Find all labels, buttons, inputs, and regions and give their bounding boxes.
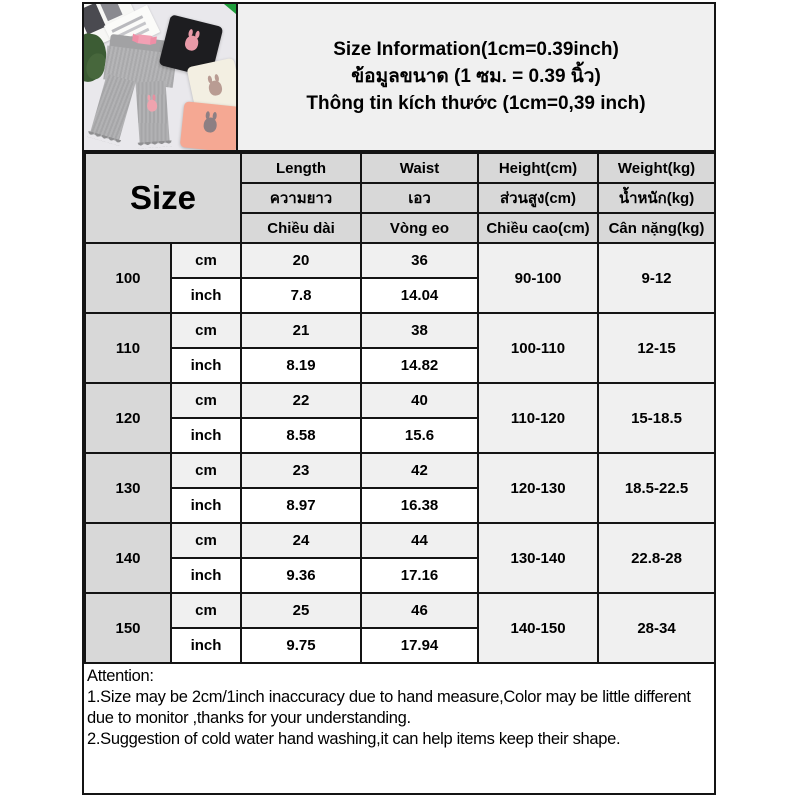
length-inch-150: 9.75 [241,628,361,663]
attention-heading: Attention: [87,667,154,685]
size-130: 130 [85,453,171,523]
col-height-vi: Chiều cao(cm) [478,213,598,243]
length-inch-140: 9.36 [241,558,361,593]
waist-cm-110: 38 [361,313,478,348]
weight-130: 18.5-22.5 [598,453,715,523]
unit-inch: inch [171,348,241,383]
rabbit-patch [147,99,158,112]
col-waist-en: Waist [361,153,478,183]
leaf-corner [224,4,236,14]
waist-cm-150: 46 [361,593,478,628]
size-150: 150 [85,593,171,663]
height-110: 100-110 [478,313,598,383]
ruffle-hem [138,140,172,148]
height-120: 110-120 [478,383,598,453]
pink-bow [136,34,153,45]
attention-note-1: 1.Size may be 2cm/1inch inaccuracy due to hand measure,Color may be little different due to monitor ,thanks for your understanding. [87,688,691,727]
unit-inch: inch [171,278,241,313]
unit-inch: inch [171,628,241,663]
col-weight-th: น้ำหนัก(kg) [598,183,715,213]
weight-120: 15-18.5 [598,383,715,453]
col-weight-vi: Cân nặng(kg) [598,213,715,243]
length-inch-110: 8.19 [241,348,361,383]
waist-inch-120: 15.6 [361,418,478,453]
unit-cm: cm [171,593,241,628]
top-section [84,4,714,152]
col-length-en: Length [241,153,361,183]
pants-left-leg [90,74,136,142]
rabbit-embroidery [207,79,223,96]
product-photo [84,4,238,150]
col-weight-en: Weight(kg) [598,153,715,183]
folded-pants-peach [180,101,238,150]
title-vietnamese: Thông tin kích thước (1cm=0,39 inch) [306,93,646,114]
waist-inch-140: 17.16 [361,558,478,593]
waist-inch-150: 17.94 [361,628,478,663]
waist-inch-100: 14.04 [361,278,478,313]
rabbit-embroidery [184,35,200,53]
col-waist-th: เอว [361,183,478,213]
col-length-th: ความยาว [241,183,361,213]
size-table [84,152,716,664]
title-block [238,4,714,150]
table-row [85,593,715,628]
weight-100: 9-12 [598,243,715,313]
unit-cm: cm [171,453,241,488]
pants-right-leg [135,81,169,145]
length-inch-120: 8.58 [241,418,361,453]
col-length-vi: Chiều dài [241,213,361,243]
height-140: 130-140 [478,523,598,593]
table-row [85,523,715,558]
length-cm-120: 22 [241,383,361,418]
height-100: 90-100 [478,243,598,313]
waist-inch-110: 14.82 [361,348,478,383]
waist-cm-130: 42 [361,453,478,488]
length-inch-100: 7.8 [241,278,361,313]
unit-cm: cm [171,383,241,418]
length-cm-140: 24 [241,523,361,558]
unit-inch: inch [171,488,241,523]
table-row [85,243,715,278]
unit-inch: inch [171,418,241,453]
table-row [85,383,715,418]
weight-150: 28-34 [598,593,715,663]
ruffle-hem [87,131,121,146]
length-cm-100: 20 [241,243,361,278]
unit-inch: inch [171,558,241,593]
content-frame [82,2,716,795]
waist-cm-120: 40 [361,383,478,418]
col-waist-vi: Vòng eo [361,213,478,243]
table-row [85,313,715,348]
length-inch-130: 8.97 [241,488,361,523]
waist-cm-140: 44 [361,523,478,558]
size-140: 140 [85,523,171,593]
title-english: Size Information(1cm=0.39inch) [333,39,619,60]
col-height-en: Height(cm) [478,153,598,183]
length-cm-110: 21 [241,313,361,348]
waist-inch-130: 16.38 [361,488,478,523]
length-cm-130: 23 [241,453,361,488]
height-150: 140-150 [478,593,598,663]
length-cm-150: 25 [241,593,361,628]
size-100: 100 [85,243,171,313]
col-height-th: ส่วนสูง(cm) [478,183,598,213]
waist-cm-100: 36 [361,243,478,278]
weight-110: 12-15 [598,313,715,383]
unit-cm: cm [171,313,241,348]
unit-cm: cm [171,243,241,278]
table-row [85,453,715,488]
attention-notes [84,664,714,793]
weight-140: 22.8-28 [598,523,715,593]
attention-note-2: 2.Suggestion of cold water hand washing,it can help items keep their shape. [87,730,621,748]
height-130: 120-130 [478,453,598,523]
rabbit-embroidery [203,117,217,133]
size-110: 110 [85,313,171,383]
title-thai: ข้อมูลขนาด (1 ซม. = 0.39 นิ้ว) [351,66,601,87]
size-header: Size [85,153,241,243]
size-120: 120 [85,383,171,453]
unit-cm: cm [171,523,241,558]
